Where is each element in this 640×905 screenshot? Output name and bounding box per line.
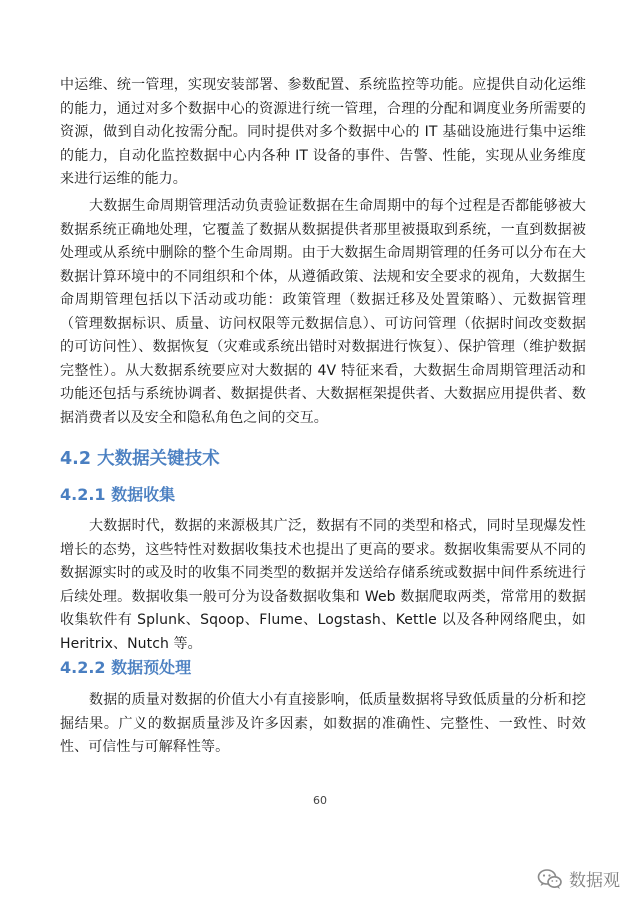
paragraph-data-preprocessing: 数据的质量对数据的价值大小有直接影响，低质量数据将导致低质量的分析和挖掘结果。广义的数据质量涉及许多因素，如数据的准确性、完整性、一致性、时效性、可信性与可解释性等。 xyxy=(60,692,586,755)
watermark xyxy=(537,866,620,891)
wechat-icon xyxy=(537,868,563,890)
paragraph-data-collection: 大数据时代，数据的来源极其广泛，数据有不同的类型和格式，同时呈现爆发性增长的态势，这些特性对数据收集技术也提出了更高的要求。数据收集需要从不同的数据源实时的或及时的收集不同类型的数据并发送给存储系统或数据中间件系统进行后续处理。数据收集一般可分为设备数据收集和 Web 数据爬取两类，常常用的数据收集软件有 Splunk、Sqoop、Flume、Logstash、Kettle 以及各种网络爬虫，如 Heritrix、Nutch 等。 xyxy=(60,518,586,652)
heading-4-2-2: 4.2.2 数据预处理 xyxy=(60,658,192,677)
paragraph-operations: 中运维、统一管理，实现安装部署、参数配置、系统监控等功能。应提供自动化运维的能力，通过对多个数据中心的资源进行统一管理，合理的分配和调度业务所需要的资源，做到自动化按需分配。同时提供对多个数据中心的 IT 基础设施进行集中运维的能力，自动化监控数据中心内各种 IT 设备的事件、告警、性能，实现从业务维度来进行运维的能力。 xyxy=(60,77,586,187)
heading-4-2-1: 4.2.1 数据收集 xyxy=(60,485,176,504)
heading-4-2: 4.2 大数据关键技术 xyxy=(60,449,220,469)
watermark-text: 数据观 xyxy=(569,871,620,891)
page-number: 60 xyxy=(313,794,327,807)
paragraph-lifecycle-management: 大数据生命周期管理活动负责验证数据在生命周期中的每个过程是否都能够被大数据系统正确地处理，它覆盖了数据从数据提供者那里被摄取到系统，一直到数据被处理或从系统中删除的整个生命周期。由于大数据生命周期管理的任务可以分布在大数据计算环境中的不同组织和个体，从遵循政策、法规和安全要求的视角，大数据生命周期管理包括以下活动或功能：政策管理（数据迁移及处置策略）、元数据管理（管理数据标识、质量、访问权限等元数据信息）、可访问管理（依据时间改变数据的可访问性）、数据恢复（灾难或系统出错时对数据进行恢复）、保护管理（维护数据完整性）。从大数据系统要应对大数据的 4V 特征来看，大数据生命周期管理活动和功能还包括与系统协调者、数据提供者、大数据框架提供者、大数据应用提供者、数据消费者以及安全和隐私角色之间的交互。 xyxy=(60,198,586,426)
